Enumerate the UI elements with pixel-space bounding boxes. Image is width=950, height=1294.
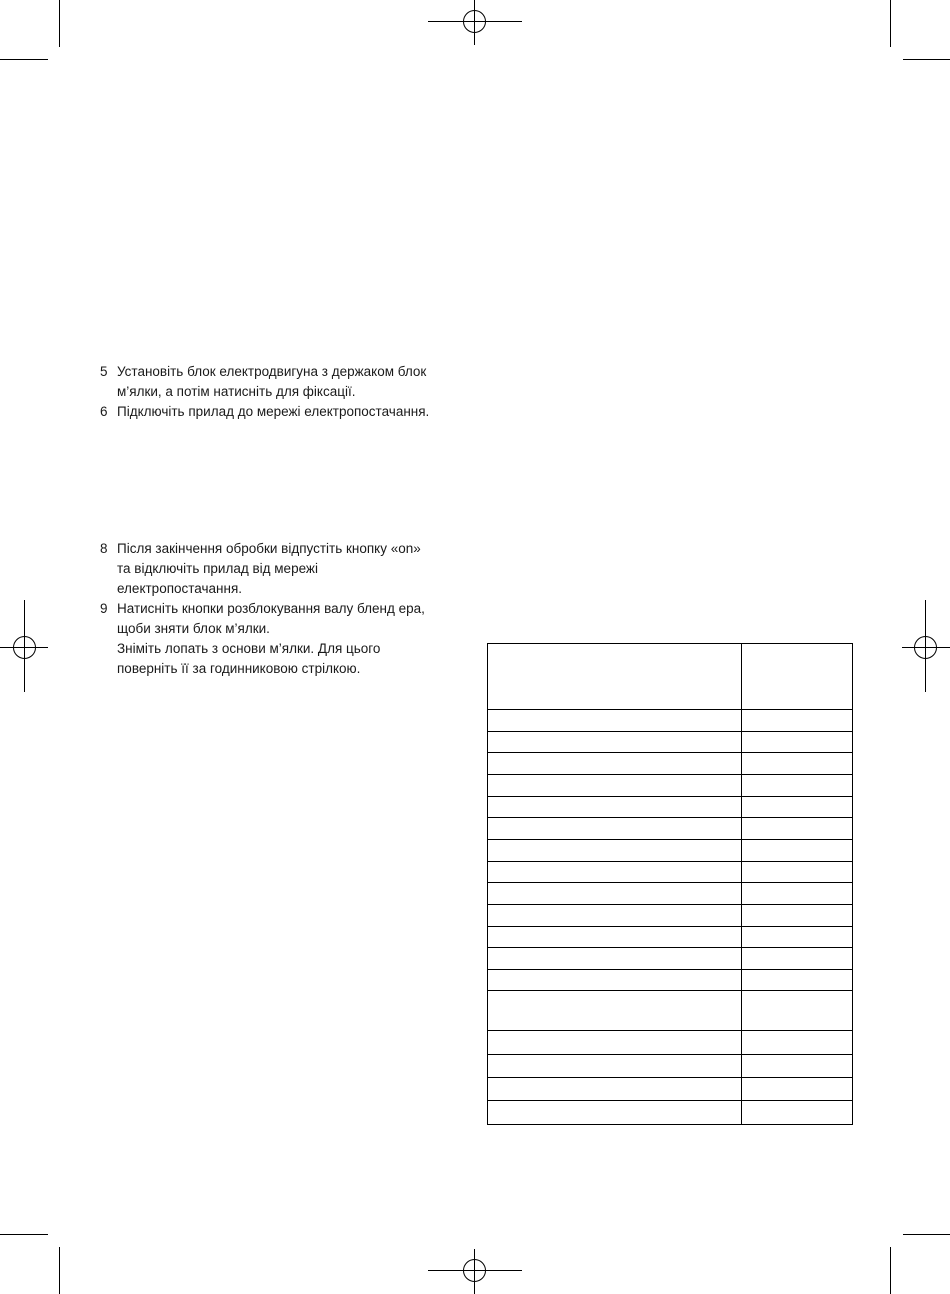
table-header-cell — [488, 644, 742, 710]
table-cell — [742, 732, 853, 753]
table-cell — [742, 862, 853, 883]
table-cell — [742, 1078, 853, 1101]
step-number: 8 — [100, 541, 108, 556]
table-row — [488, 797, 853, 818]
table-cell — [742, 775, 853, 797]
crop-mark — [59, 0, 60, 47]
table-cell — [742, 970, 853, 991]
table-row — [488, 948, 853, 970]
crop-mark — [890, 0, 891, 47]
table-cell — [742, 883, 853, 905]
table-cell — [742, 710, 853, 732]
instruction-steps-group-1 — [100, 362, 480, 422]
step-5 — [100, 362, 480, 402]
table-cell — [488, 840, 742, 862]
step-number: 5 — [100, 364, 108, 379]
table-header-cell — [742, 644, 853, 710]
table-row — [488, 1101, 853, 1125]
table-cell — [742, 905, 853, 927]
step-8 — [100, 539, 480, 599]
table-cell — [488, 1078, 742, 1101]
table-row — [488, 905, 853, 927]
table-row — [488, 1055, 853, 1078]
crop-mark — [0, 59, 48, 60]
table-cell — [488, 1055, 742, 1078]
table-cell — [488, 753, 742, 775]
step-text: Натисніть кнопки розблокування валу бленд ера, щоби зняти блок м’ялки. Зніміть лопать з основи м’ялки. Для цього поверніть її за годинниковою стрілкою. — [117, 601, 425, 676]
table-cell — [742, 818, 853, 840]
table-row — [488, 883, 853, 905]
table-cell — [488, 927, 742, 948]
table-row — [488, 970, 853, 991]
table-cell — [742, 1031, 853, 1055]
table-row — [488, 840, 853, 862]
table-cell — [488, 905, 742, 927]
table-row — [488, 818, 853, 840]
step-text: Установіть блок електродвигуна з держаком блок м’ялки, а потім натисніть для фіксації. — [117, 364, 427, 399]
table-cell — [742, 991, 853, 1031]
step-9 — [100, 599, 480, 679]
table-header-row — [488, 644, 853, 710]
table-row — [488, 753, 853, 775]
table-row — [488, 732, 853, 753]
table-cell — [742, 1101, 853, 1125]
table-cell — [488, 991, 742, 1031]
table-row — [488, 710, 853, 732]
table-cell — [742, 840, 853, 862]
table-cell — [742, 927, 853, 948]
table-row — [488, 862, 853, 883]
step-number: 6 — [100, 404, 108, 419]
table-cell — [488, 775, 742, 797]
instruction-steps-group-2 — [100, 539, 480, 679]
crop-mark — [59, 1247, 60, 1294]
table-row — [488, 927, 853, 948]
step-6 — [100, 402, 480, 422]
table-cell — [488, 732, 742, 753]
crop-mark — [890, 1247, 891, 1294]
crop-mark — [0, 1234, 48, 1235]
step-text: Підключіть прилад до мережі електропостачання. — [117, 404, 430, 419]
table-cell — [742, 948, 853, 970]
table-cell — [742, 753, 853, 775]
table-cell — [742, 797, 853, 818]
table-cell — [488, 862, 742, 883]
table-row — [488, 991, 853, 1031]
crop-mark — [903, 1234, 950, 1235]
processing-table — [487, 643, 853, 1125]
table-cell — [488, 797, 742, 818]
crop-mark — [903, 59, 950, 60]
table-cell — [488, 1101, 742, 1125]
table-cell — [488, 818, 742, 840]
table-row — [488, 1078, 853, 1101]
table-cell — [742, 1055, 853, 1078]
table-cell — [488, 970, 742, 991]
table-cell — [488, 710, 742, 732]
table-cell — [488, 883, 742, 905]
step-text: Після закінчення обробки відпустіть кнопку «on» та відключіть прилад від мережі електропостачання. — [117, 541, 421, 596]
step-number: 9 — [100, 601, 108, 616]
table-row — [488, 775, 853, 797]
table-row — [488, 1031, 853, 1055]
table-cell — [488, 948, 742, 970]
table-cell — [488, 1031, 742, 1055]
